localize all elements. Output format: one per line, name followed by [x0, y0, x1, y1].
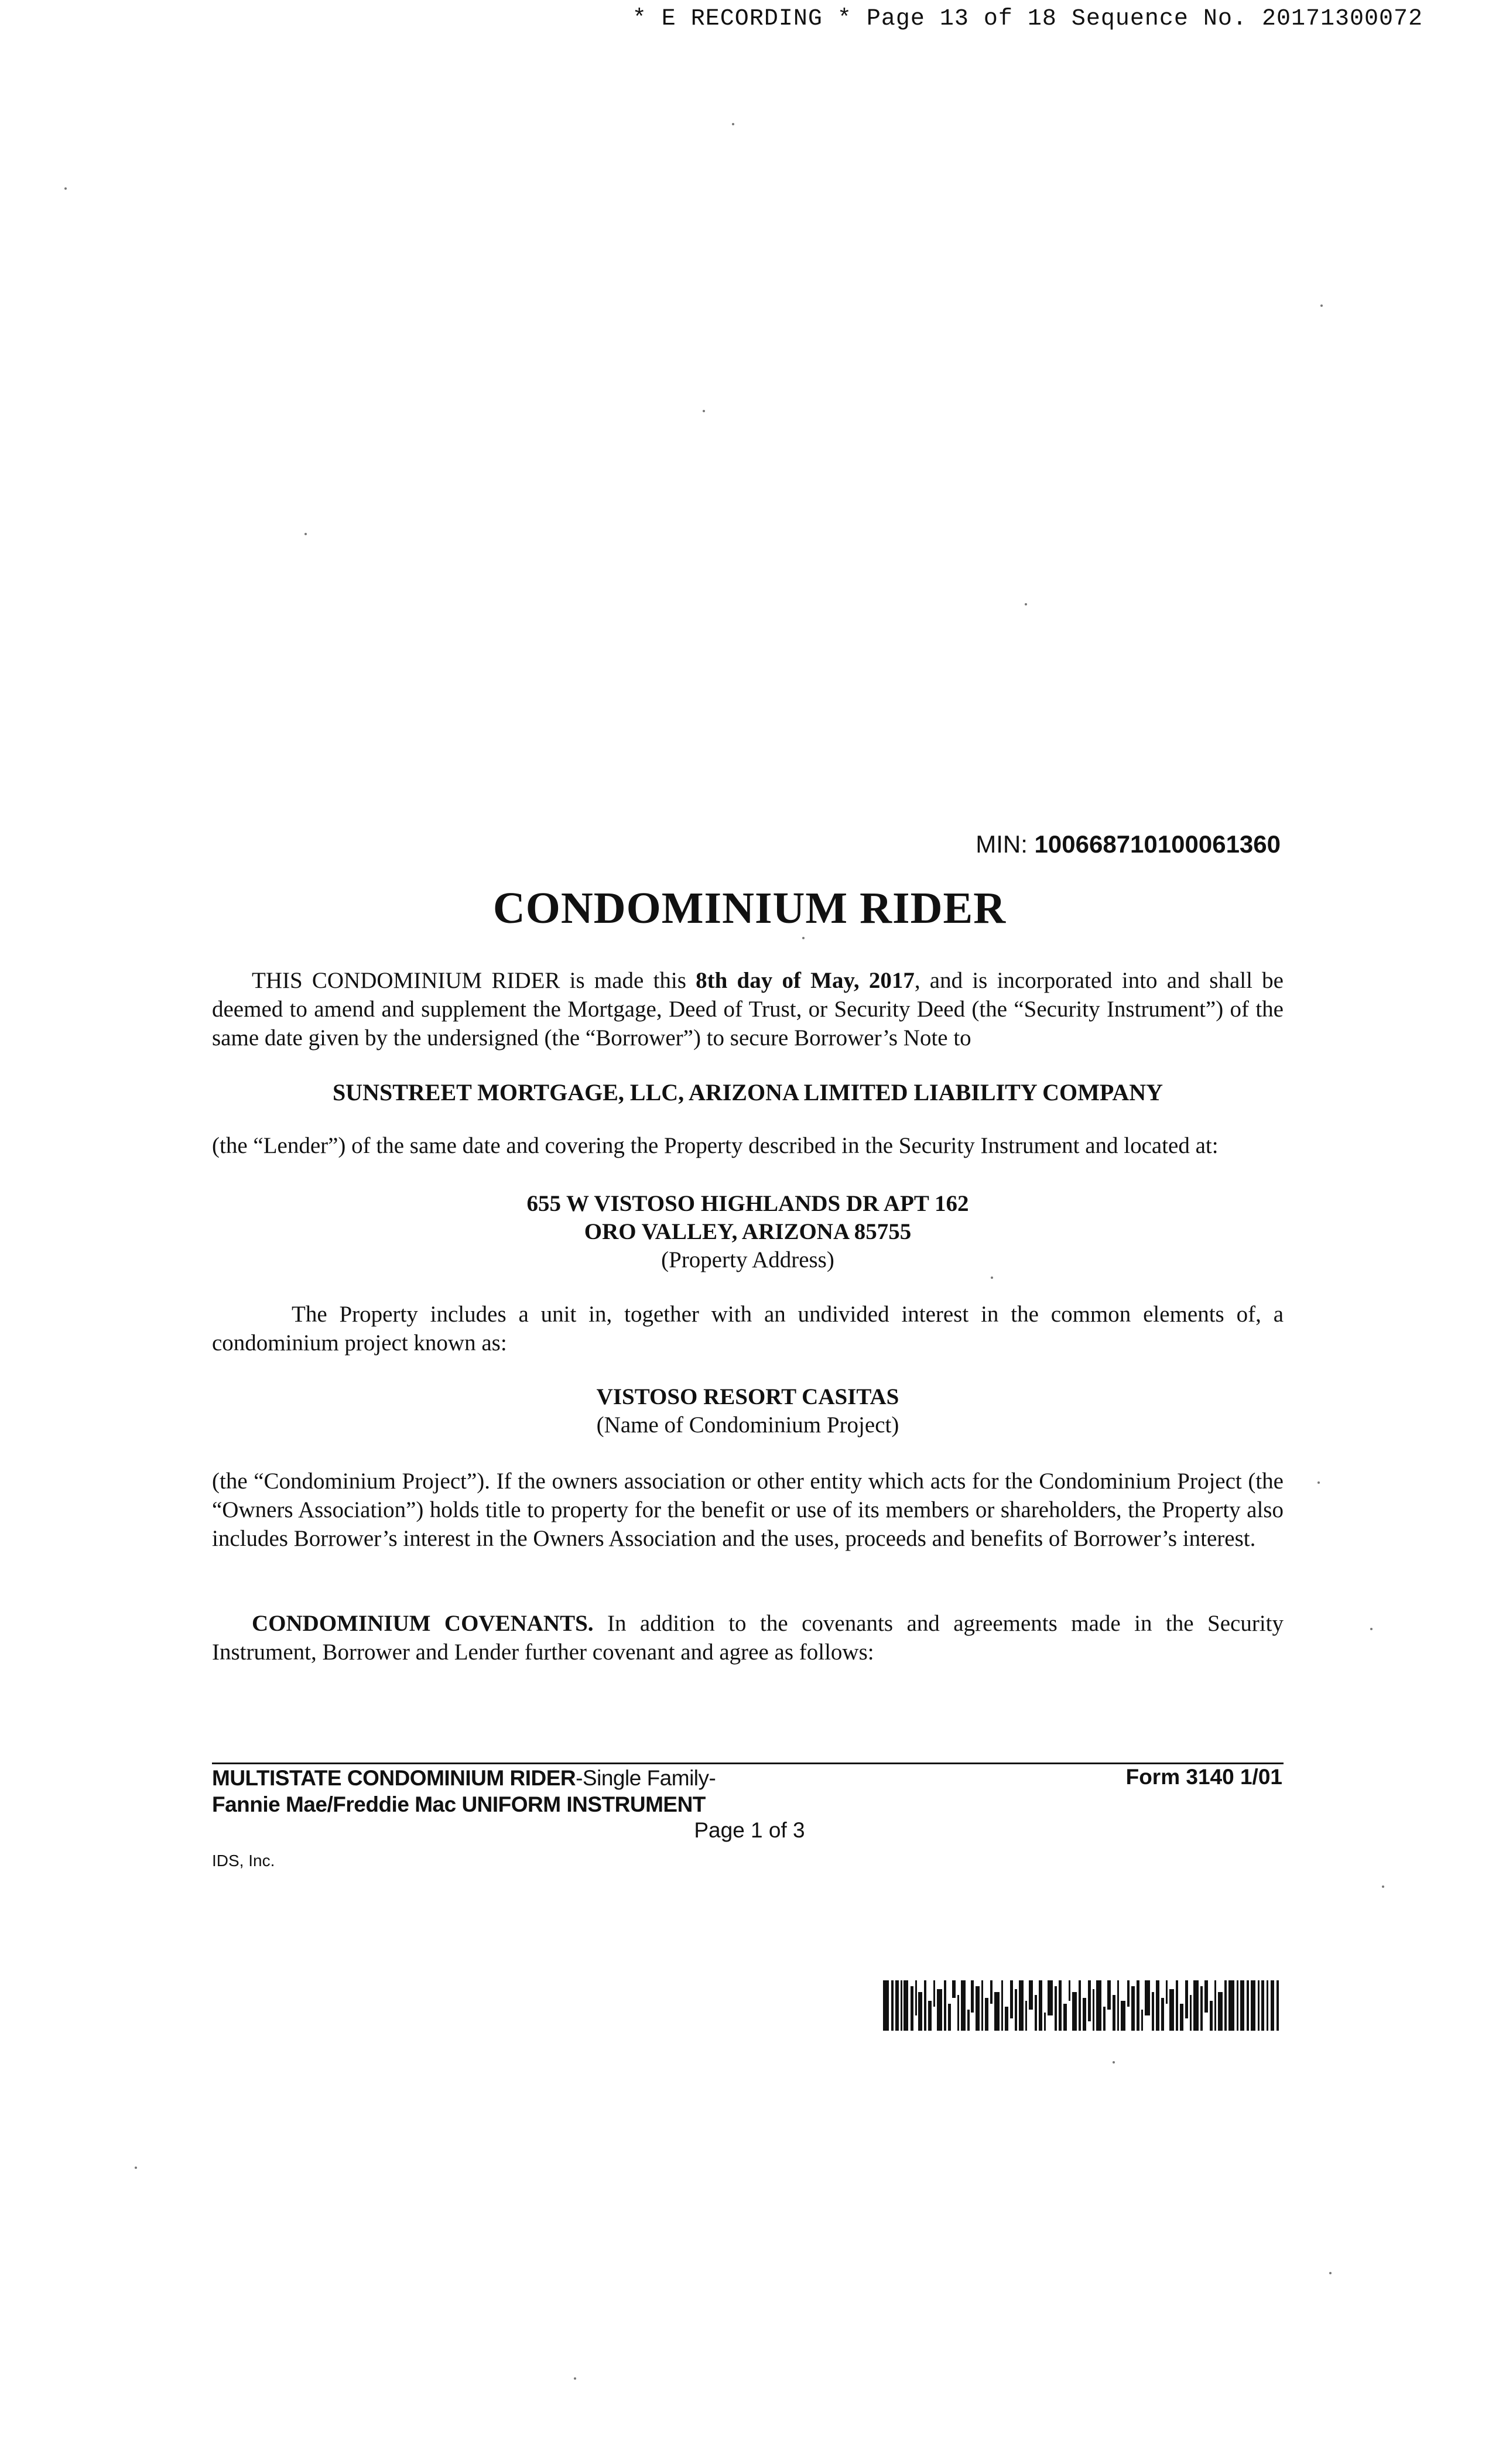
scan-speck [304, 533, 307, 535]
scan-speck [64, 187, 67, 190]
footer-line1-bold: MULTISTATE CONDOMINIUM RIDER [212, 1766, 576, 1790]
intro-text-1: THIS CONDOMINIUM RIDER is made this [252, 968, 696, 993]
footer-form-title [212, 1765, 716, 1818]
recording-header: * E RECORDING * Page 13 of 18 Sequence No. 20171300072 [632, 6, 1423, 32]
address-line-1: 655 W VISTOSO HIGHLANDS DR APT 162 [526, 1191, 969, 1216]
form-number: Form 3140 1/01 [1125, 1765, 1282, 1789]
rider-date: 8th day of May, 2017 [696, 968, 915, 993]
footer-divider [212, 1763, 1284, 1764]
footer-line2: Fannie Mae/Freddie Mac UNIFORM INSTRUMENT [212, 1792, 706, 1816]
scan-speck [574, 2377, 576, 2380]
footer-line1-rest: -Single Family- [576, 1766, 716, 1790]
scan-speck [1113, 2061, 1115, 2063]
document-title: CONDOMINIUM RIDER [492, 884, 1007, 933]
lender-sentence: (the “Lender”) of the same date and covering the Property described in the Security Instrument and located at: [212, 1133, 1219, 1158]
min-number [976, 830, 1281, 858]
covenants-heading: CONDOMINIUM COVENANTS. [252, 1611, 594, 1636]
condominium-project-paragraph: (the “Condominium Project”). If the owners association or other entity which acts for the Condominium Project (the “Owners Association”) holds title to property for the benefit or use of its members or shareholders, the Property also includes Borrower’s interest in the Owners Association and the uses, proceeds and benefits of Borrower’s interest. [212, 1469, 1284, 1551]
scan-speck [991, 1277, 993, 1279]
project-name: VISTOSO RESORT CASITAS [596, 1384, 899, 1409]
scan-speck [732, 123, 734, 125]
scan-speck [1329, 2272, 1332, 2274]
scan-speck [135, 2167, 137, 2169]
scan-speck [703, 410, 705, 412]
min-value: 100668710100061360 [1034, 830, 1281, 858]
scan-speck [1317, 1481, 1320, 1484]
scan-speck [1370, 1628, 1373, 1630]
project-name-block [212, 1383, 1284, 1439]
covenants-text: In addition to the covenants and agreements made in the Security Instrument, Borrower and Lender further covenant and agree as follows: [212, 1611, 1284, 1665]
scan-speck [1025, 603, 1027, 605]
property-address-block [212, 1190, 1284, 1274]
covenants-paragraph [212, 1609, 1284, 1666]
scan-speck [1382, 1885, 1384, 1888]
intro-text-2: , and is incorporated into and shall be deemed to amend and supplement the Mortgage, Deed of Trust, or Security Deed (the “Security Instrument”) of the same date given by the undersigned (the “Borrower”) to secure Borrower’s Note to [212, 968, 1284, 1050]
lender-name: SUNSTREET MORTGAGE, LLC, ARIZONA LIMITED LIABILITY COMPANY [332, 1079, 1163, 1106]
page-number: Page 1 of 3 [694, 1818, 805, 1842]
project-caption: (Name of Condominium Project) [596, 1412, 899, 1438]
scan-speck [802, 937, 805, 939]
min-label: MIN: [976, 830, 1028, 858]
project-intro-text: The Property includes a unit in, together with an undivided interest in the common elements of, a condominium project known as: [212, 1302, 1284, 1356]
barcode-image [883, 1980, 1281, 2031]
intro-paragraph [212, 966, 1284, 1052]
vendor-name: IDS, Inc. [212, 1852, 275, 1870]
address-caption: (Property Address) [661, 1247, 834, 1272]
project-intro-paragraph [212, 1300, 1284, 1357]
address-line-2: ORO VALLEY, ARIZONA 85755 [584, 1219, 912, 1244]
scan-speck [1320, 304, 1323, 307]
